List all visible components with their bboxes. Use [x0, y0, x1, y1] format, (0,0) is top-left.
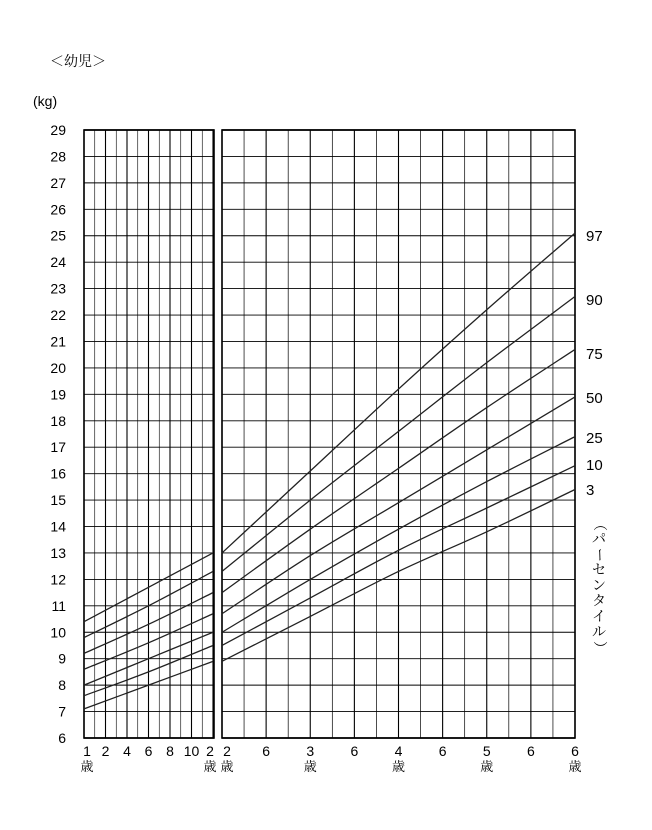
x-tick-unit-label: 歳 [80, 760, 94, 775]
x-tick-label: 2 [223, 743, 231, 759]
percentile-axis-char: ン [592, 578, 606, 594]
percentile-axis-char: セ [592, 562, 606, 579]
x-tick-label: 10 [183, 743, 200, 759]
y-tick-label: 28 [50, 148, 66, 165]
x-tick-label: 6 [350, 743, 359, 759]
y-axis-unit-label: (kg) [33, 93, 58, 109]
percentile-label-75: 75 [586, 346, 603, 363]
x-tick-label: 6 [262, 743, 271, 759]
percentile-axis-char: ） [591, 641, 607, 655]
percentile-axis-label [591, 517, 607, 655]
x-tick-unit-label: 歳 [480, 760, 494, 775]
y-tick-label: 8 [58, 677, 66, 694]
y-tick-label: 21 [50, 333, 66, 350]
percentile-label-3: 3 [586, 482, 595, 499]
y-tick-label: 14 [50, 518, 66, 535]
x-tick-unit-label: 歳 [303, 760, 317, 775]
x-tick-unit-label: 歳 [220, 760, 234, 775]
y-tick-label: 17 [50, 439, 66, 456]
x-tick-label: 3 [306, 743, 315, 759]
y-axis-ticks [50, 122, 66, 746]
y-tick-label: 15 [50, 492, 66, 509]
percentile-axis-char: タ [592, 593, 606, 610]
percentile-label-10: 10 [586, 457, 603, 474]
y-tick-label: 9 [58, 650, 66, 667]
x-tick-label: 8 [166, 743, 174, 759]
chart-title: ＜幼児＞ [50, 54, 106, 70]
grid [84, 130, 575, 738]
y-tick-label: 25 [50, 227, 66, 244]
percentile-labels [586, 228, 603, 499]
y-tick-label: 23 [50, 280, 66, 297]
y-tick-label: 13 [50, 544, 66, 561]
y-tick-label: 24 [50, 254, 66, 271]
x-tick-label: 5 [482, 743, 491, 759]
y-tick-label: 10 [50, 624, 66, 641]
percentile-label-97: 97 [586, 228, 603, 245]
y-tick-label: 11 [51, 597, 66, 614]
percentile-curves [84, 233, 575, 709]
x-axis-ticks [80, 743, 581, 775]
y-tick-label: 22 [50, 307, 66, 324]
x-tick-unit-label: 歳 [568, 760, 582, 775]
y-tick-label: 20 [50, 359, 66, 376]
x-tick-label: 6 [526, 743, 535, 759]
x-tick-label: 2 [101, 743, 110, 759]
percentile-axis-char: （ [591, 517, 607, 531]
percentile-axis-char: ル [592, 624, 606, 641]
x-tick-label: 6 [438, 743, 447, 759]
x-tick-label: 4 [394, 743, 403, 759]
percentile-axis-char: パ [592, 531, 606, 548]
y-tick-label: 6 [58, 730, 66, 746]
x-tick-label: 2 [206, 743, 214, 759]
percentile-label-50: 50 [586, 390, 603, 407]
x-tick-unit-label: 歳 [391, 760, 406, 775]
y-tick-label: 16 [50, 465, 66, 482]
percentile-axis-char: イ [592, 609, 606, 625]
y-tick-label: 27 [50, 174, 66, 191]
y-tick-label: 7 [58, 703, 66, 720]
x-tick-label: 4 [123, 743, 131, 759]
x-tick-unit-label: 歳 [203, 760, 217, 775]
x-tick-label: 6 [571, 743, 579, 759]
y-tick-label: 19 [50, 386, 66, 403]
y-tick-label: 12 [50, 571, 66, 588]
y-tick-label: 26 [50, 201, 66, 218]
x-tick-label: 6 [144, 743, 153, 759]
x-tick-label: 1 [83, 743, 91, 759]
y-tick-label: 18 [50, 412, 66, 429]
percentile-label-90: 90 [586, 292, 603, 309]
percentile-axis-char: ー [591, 548, 607, 562]
y-tick-label: 29 [50, 122, 66, 138]
percentile-label-25: 25 [586, 430, 603, 447]
